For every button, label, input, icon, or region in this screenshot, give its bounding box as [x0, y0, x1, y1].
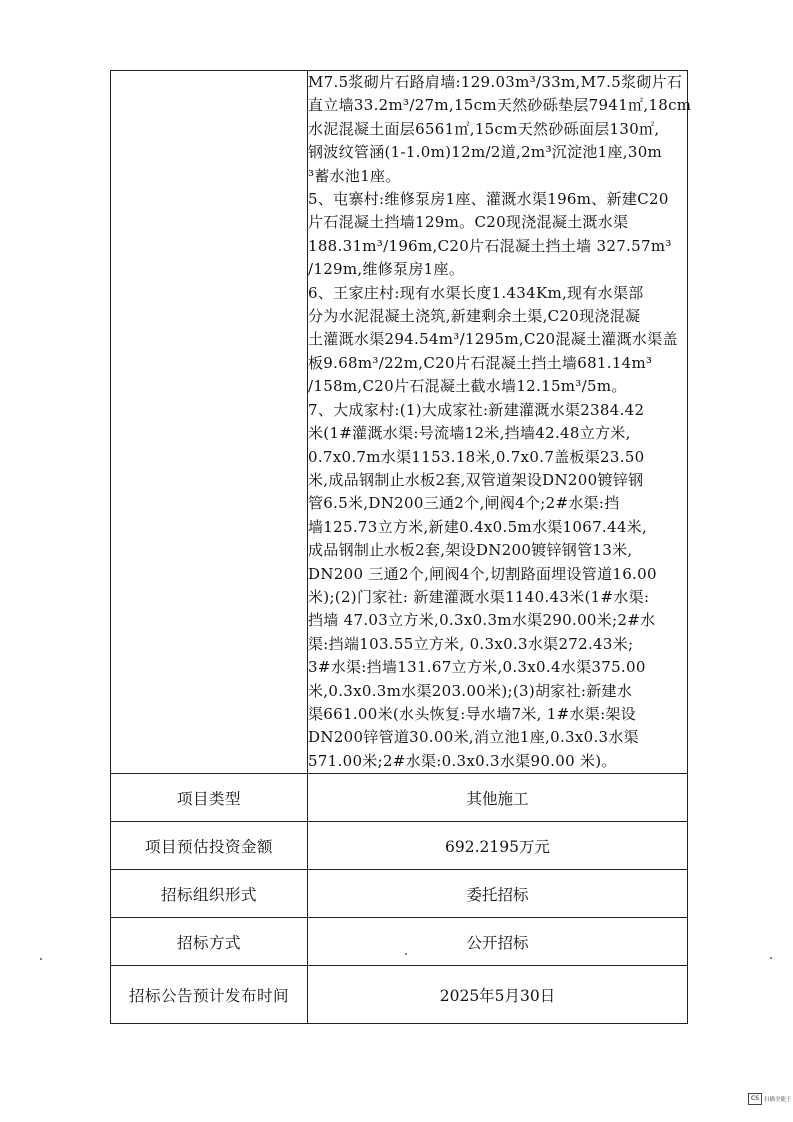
description-line: ³蓄水池1座。: [308, 166, 401, 185]
description-line: 米,成品钢制止水板2套,双管道架设DN200镀锌钢: [308, 470, 644, 489]
description-line: DN200 三通2个,闸阀4个,切割路面埋设管道16.00: [308, 564, 657, 583]
description-line: 渠661.00米(水头恢复:导水墙7米, 1#水渠:架设: [308, 704, 637, 723]
scanner-watermark: [748, 1093, 792, 1105]
scan-speck: [40, 958, 42, 960]
description-line: 渠:挡端103.55立方米, 0.3x0.3水渠272.43米;: [308, 634, 634, 653]
description-label-cell: [111, 71, 308, 774]
description-line: DN200锌管道30.00米,消立池1座,0.3x0.3水渠: [308, 728, 639, 747]
scan-speck: [405, 953, 407, 955]
tender-organization-label: 招标组织形式: [111, 870, 308, 918]
table-row: [111, 822, 688, 870]
description-line: 土灌溉水渠294.54m³/1295m,C20混凝土灌溉水渠盖: [308, 330, 678, 349]
description-line: 6、王家庄村:现有水渠长度1.434Km,现有水渠部: [308, 283, 644, 302]
description-cell: [308, 71, 692, 774]
project-info-table: [110, 70, 692, 1024]
description-line: 墙125.73立方米,新建0.4x0.5m水渠1067.44米,: [308, 517, 648, 536]
description-line: 板9.68m³/22m,C20片石混凝土挡土墙681.14m³: [308, 353, 653, 372]
description-line: 钢波纹管涵(1-1.0m)12m/2道,2m³沉淀池1座,30m: [308, 143, 663, 162]
announcement-time-value: 2025年5月30日: [308, 966, 688, 1024]
description-line: 5、屯寨村:维修泵房1座、灌溉水渠196m、新建C20: [308, 190, 669, 209]
description-line: 0.7x0.7m水渠1153.18米,0.7x0.7盖板渠23.50: [308, 447, 645, 466]
description-line: M7.5浆砌片石路肩墙:129.03m³/33m,M7.5浆砌片石: [308, 73, 683, 91]
project-type-label: 项目类型: [111, 774, 308, 822]
description-line: /129m,维修泵房1座。: [308, 260, 465, 279]
description-line: 米,0.3x0.3m水渠203.00米);(3)胡家社:新建水: [308, 681, 633, 700]
cs-scanner-logo-icon: CS: [748, 1093, 762, 1105]
investment-amount-label: 项目预估投资金额: [111, 822, 308, 870]
description-line: 分为水泥混凝土浇筑,新建剩余土渠,C20现浇混凝: [308, 307, 641, 326]
description-line: /158m,C20片石混凝土截水墙12.15m³/5m。: [308, 377, 627, 396]
description-line: 3#水渠:挡墙131.67立方米,0.3x0.4水渠375.00: [308, 658, 646, 677]
scan-speck: [770, 957, 772, 959]
description-line: 188.31m³/196m,C20片石混凝土挡土墙 327.57m³: [308, 236, 672, 255]
description-line: 直立墙33.2m³/27m,15cm天然砂砾垫层7941㎡,18cm: [308, 96, 692, 115]
description-line: 水泥混凝土面层6561㎡,15cm天然砂砾面层130㎡,: [308, 119, 660, 138]
project-type-value: 其他施工: [308, 774, 688, 822]
description-line: 成品钢制止水板2套,架设DN200镀锌钢管13米,: [308, 541, 633, 560]
tender-organization-value: 委托招标: [308, 870, 688, 918]
announcement-time-label: 招标公告预计发布时间: [111, 966, 308, 1024]
description-line: 管6.5米,DN200三通2个,闸阀4个;2#水渠:挡: [308, 494, 620, 513]
table-row: [111, 966, 688, 1024]
tender-method-label: 招标方式: [111, 918, 308, 966]
description-line: 挡墙 47.03立方米,0.3x0.3m水渠290.00米;2#水: [308, 611, 656, 630]
description-row: [111, 71, 688, 774]
description-line: 571.00米;2#水渠:0.3x0.3水渠90.00 米)。: [308, 751, 617, 770]
scanner-watermark-text: 扫描全能王: [764, 1097, 792, 1103]
description-line: 7、大成家村:(1)大成家社:新建灌溉水渠2384.42: [308, 400, 645, 419]
table-row: [111, 870, 688, 918]
table-row: [111, 774, 688, 822]
table-row: [111, 918, 688, 966]
investment-amount-value: 692.2195万元: [308, 822, 688, 870]
description-line: 片石混凝土挡墙129m。C20现浇混凝土溉水渠: [308, 213, 629, 232]
description-text: [308, 71, 692, 773]
tender-method-value: 公开招标: [308, 918, 688, 966]
description-line: 米(1#灌溉水渠:号流墙12米,挡墙42.48立方米,: [308, 424, 631, 443]
description-line: 米);(2)门家社: 新建灌溉水渠1140.43米(1#水渠:: [308, 587, 650, 606]
